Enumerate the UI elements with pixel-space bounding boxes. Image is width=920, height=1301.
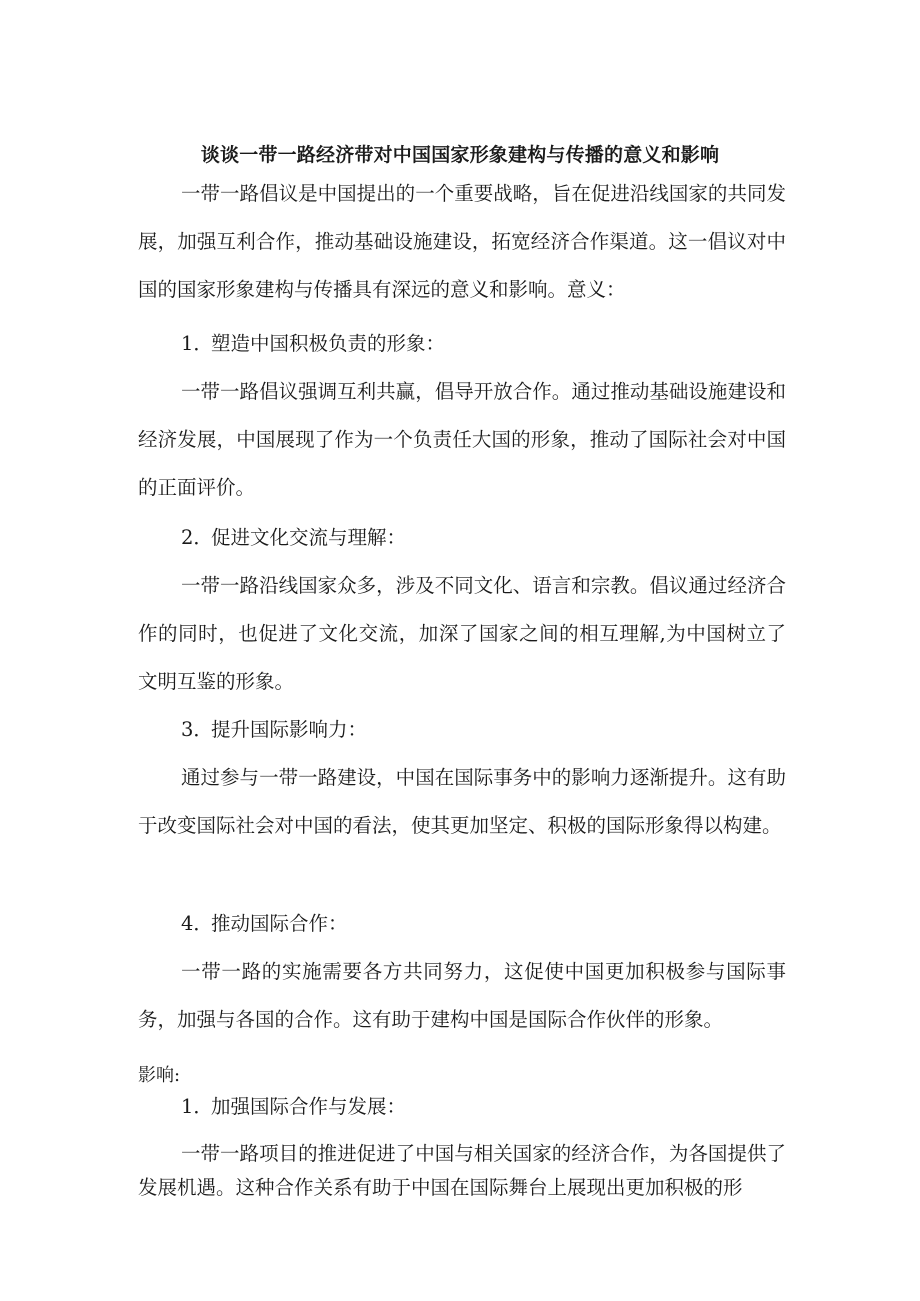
item-number: 1． bbox=[181, 332, 213, 355]
significance-heading-2 bbox=[181, 524, 406, 552]
heading-text: 促进文化交流与理解： bbox=[211, 526, 407, 549]
item-number: 1． bbox=[181, 1095, 213, 1118]
significance-body-2: 一带一路沿线国家众多，涉及不同文化、语言和宗教。倡议通过经济合作的同时，也促进了文化交流，加深了国家之间的相互理解,为中国树立了文明互鉴的形象。 bbox=[138, 574, 786, 693]
intro-paragraph: 一带一路倡议是中国提出的一个重要战略，旨在促进沿线国家的共同发展，加强互利合作，推动基础设施建设，拓宽经济合作渠道。这一倡议对中国的国家形象建构与传播具有深远的意义和影响。意义： bbox=[138, 182, 786, 301]
heading-text: 加强国际合作与发展： bbox=[211, 1095, 407, 1118]
heading-text: 塑造中国积极负责的形象： bbox=[211, 332, 446, 355]
impact-label: 影响: bbox=[138, 1065, 181, 1086]
impact-heading-1 bbox=[181, 1093, 406, 1121]
significance-body-4: 一带一路的实施需要各方共同努力，这促使中国更加积极参与国际事务，加强与各国的合作。这有助于建构中国是国际合作伙伴的形象。 bbox=[138, 960, 786, 1031]
heading-text: 提升国际影响力： bbox=[211, 718, 368, 741]
item-number: 3． bbox=[181, 718, 213, 741]
impact-body-1: 一带一路项目的推进促进了中国与相关国家的经济合作，为各国提供了发展机遇。这种合作关系有助于中国在国际舞台上展现出更加积极的形 bbox=[138, 1142, 786, 1199]
significance-heading-4 bbox=[181, 910, 348, 938]
significance-body-3: 通过参与一带一路建设，中国在国际事务中的影响力逐渐提升。这有助于改变国际社会对中国的看法，使其更加坚定、积极的国际形象得以构建。 bbox=[138, 766, 786, 837]
document-title: 谈谈一带一路经济带对中国国家形象建构与传播的意义和影响 bbox=[200, 143, 720, 166]
heading-text: 推动国际合作： bbox=[211, 912, 348, 935]
item-number: 4． bbox=[181, 912, 213, 935]
significance-body-1: 一带一路倡议强调互利共赢，倡导开放合作。通过推动基础设施建设和经济发展，中国展现了作为一个负责任大国的形象，推动了国际社会对中国的正面评价。 bbox=[138, 380, 786, 499]
significance-heading-1 bbox=[181, 330, 445, 358]
item-number: 2． bbox=[181, 526, 213, 549]
significance-heading-3 bbox=[181, 716, 367, 744]
